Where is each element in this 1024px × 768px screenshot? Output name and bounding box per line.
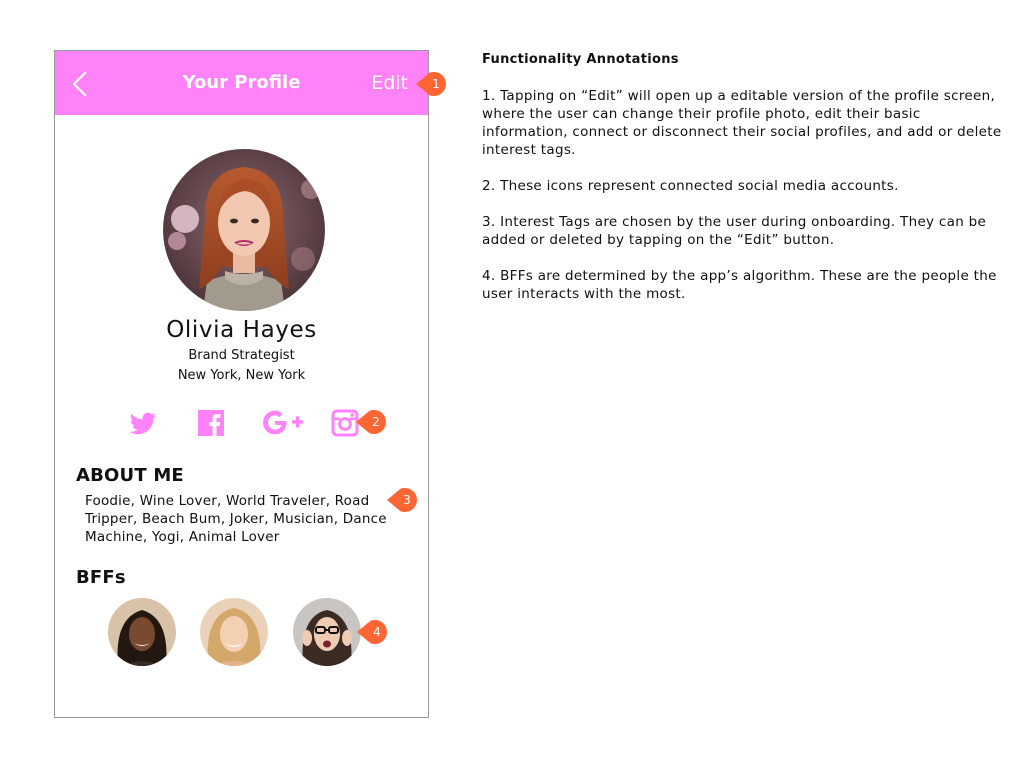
bff-avatar-3[interactable] <box>293 598 361 666</box>
bff-avatar-2[interactable] <box>200 598 268 666</box>
google-plus-icon[interactable] <box>261 408 305 438</box>
annotation-note-2: 2. These icons represent connected social media accounts. <box>482 178 899 194</box>
profile-photo <box>163 149 325 311</box>
annotation-marker-label: 1 <box>432 77 440 91</box>
annotation-marker-1 <box>416 72 446 96</box>
bff-avatar-1[interactable] <box>108 598 176 666</box>
twitter-icon[interactable] <box>128 408 158 438</box>
annotation-marker-4 <box>357 620 387 644</box>
annotation-marker-label: 3 <box>403 493 411 507</box>
annotation-marker-3 <box>387 488 417 512</box>
annotation-marker-label: 4 <box>373 625 381 639</box>
profile-name: Olivia Hayes <box>166 317 317 343</box>
annotations-title: Functionality Annotations <box>482 52 679 67</box>
about-me-heading: ABOUT ME <box>76 465 184 486</box>
interest-tags-text: Foodie, Wine Lover, World Traveler, Road Tripper, Beach Bum, Joker, Musician, Dance Machine, Yogi, Animal Lover <box>85 493 387 545</box>
edit-button[interactable]: Edit <box>371 72 408 94</box>
annotation-note-3: 3. Interest Tags are chosen by the user during onboarding. They can be added or deleted by tapping on the “Edit” button. <box>482 214 987 248</box>
page-title: Your Profile <box>182 72 301 93</box>
facebook-icon[interactable] <box>196 408 226 438</box>
profile-location: New York, New York <box>177 368 306 383</box>
top-navigation-bar <box>55 51 428 115</box>
functionality-annotations <box>482 51 1002 321</box>
profile-job-title: Brand Strategist <box>188 348 295 363</box>
phone-screen <box>54 50 429 718</box>
annotation-note-4: 4. BFFs are determined by the app’s algorithm. These are the people the user interacts with the most. <box>482 268 997 302</box>
annotation-marker-2 <box>356 410 386 434</box>
bffs-heading: BFFs <box>76 567 126 588</box>
annotation-marker-label: 2 <box>372 415 380 429</box>
annotation-note-1: 1. Tapping on “Edit” will open up a editable version of the profile screen, where the user can change their profile photo, edit their basic information, connect or disconnect their social profiles, and add or delete interest tags. <box>482 88 1002 158</box>
